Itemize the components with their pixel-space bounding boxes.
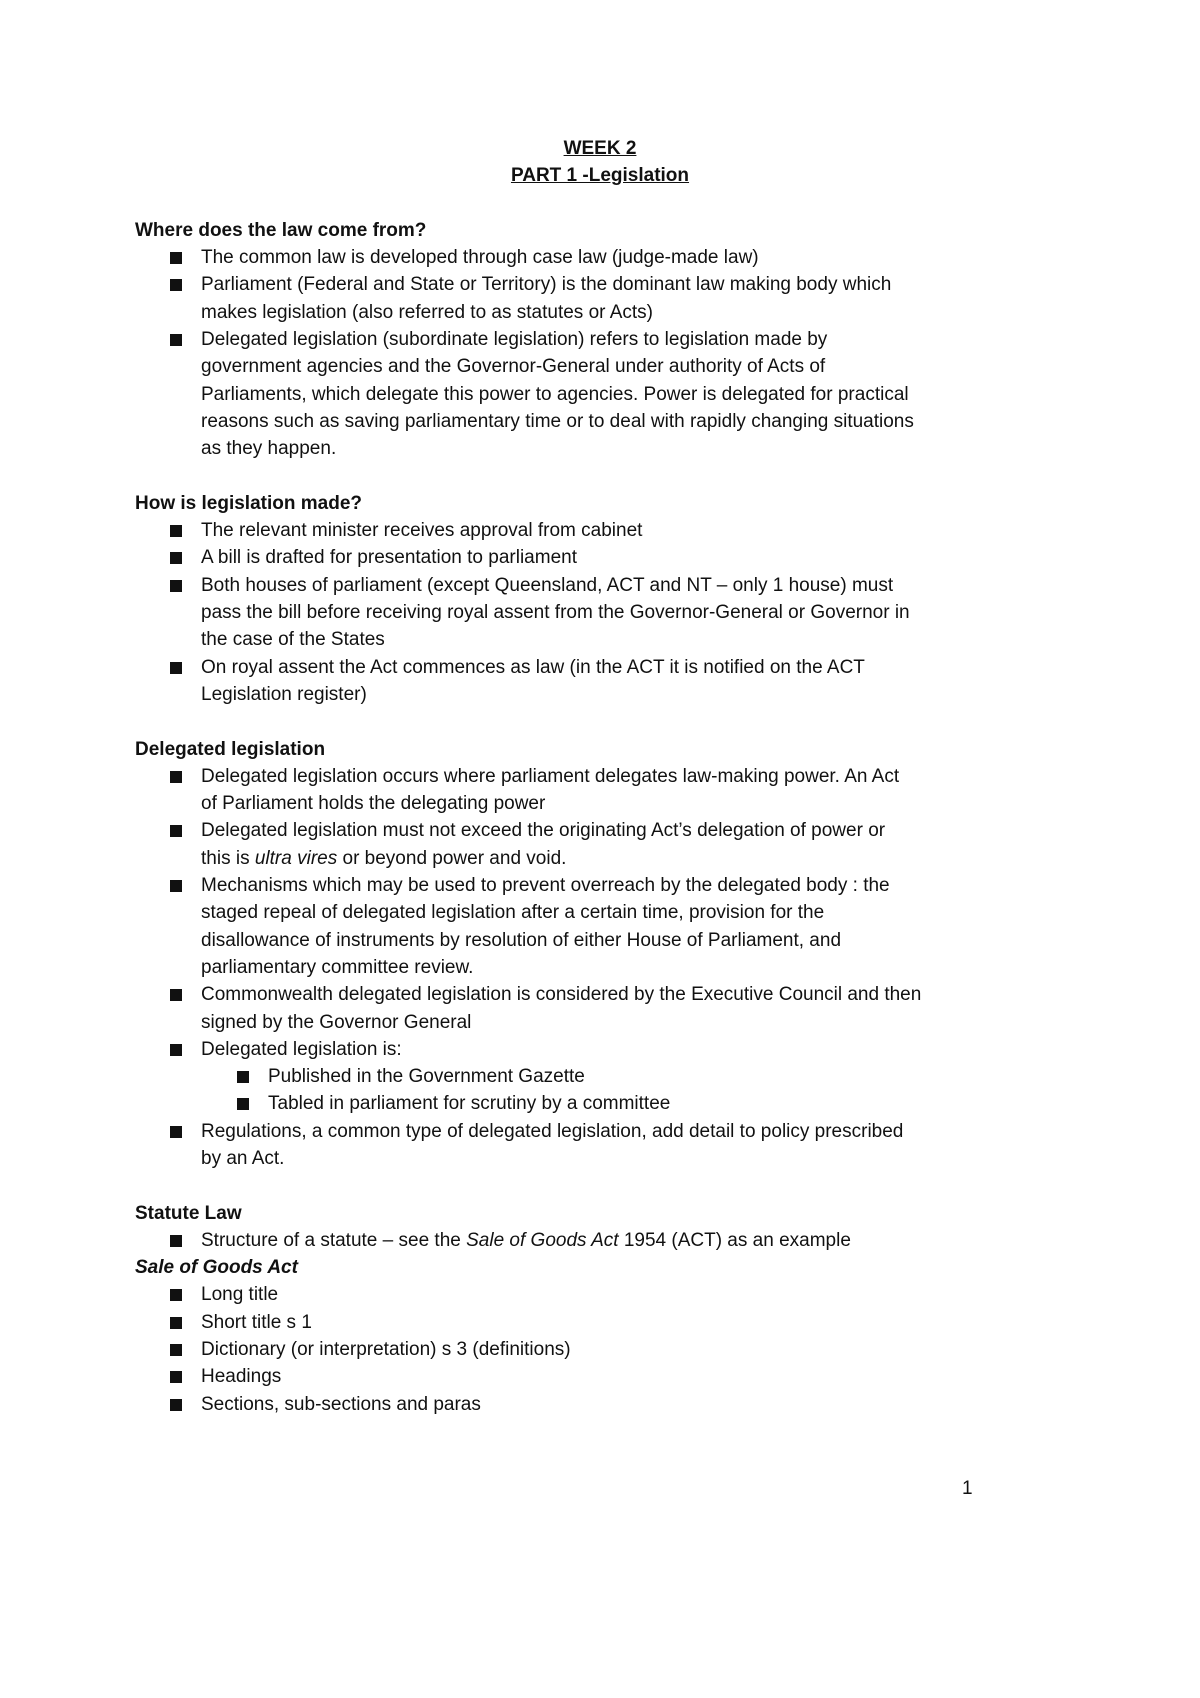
bullet-text: by an Act.	[201, 1147, 285, 1169]
square-bullet-icon	[170, 1235, 182, 1247]
bullet-item	[135, 1227, 1085, 1254]
square-bullet-icon	[170, 1044, 182, 1056]
square-bullet-icon	[170, 334, 182, 346]
bullet-text: Delegated legislation (subordinate legislation) refers to legislation made by	[201, 329, 828, 351]
bullet-continuation	[135, 626, 1085, 653]
bullet-text: or beyond power and void.	[337, 847, 567, 869]
bullet-item	[135, 1281, 1085, 1308]
square-bullet-icon	[170, 989, 182, 1001]
bullet-text: Long title	[201, 1284, 279, 1306]
bullet-text: Both houses of parliament (except Queensland, ACT and NT – only 1 house) must	[201, 574, 894, 596]
title-part	[135, 162, 1065, 189]
content	[135, 190, 1085, 1418]
italic-title: Sale of Goods Act	[466, 1229, 619, 1251]
square-bullet-icon	[170, 1344, 182, 1356]
bullet-text: reasons such as saving parliamentary time or to deal with rapidly changing situations	[201, 410, 914, 432]
bullet-continuation	[135, 927, 1085, 954]
bullet-text: The relevant minister receives approval from cabinet	[201, 520, 643, 542]
bullet-text: Short title s 1	[201, 1311, 312, 1333]
bullet-continuation	[135, 353, 1085, 380]
square-bullet-icon	[170, 880, 182, 892]
bullet-continuation	[135, 899, 1085, 926]
bullet-continuation	[135, 1145, 1085, 1172]
bullet-text: A bill is drafted for presentation to parliament	[201, 547, 577, 569]
italic-title: ultra vires	[254, 847, 338, 869]
bullet-item	[135, 1118, 1085, 1145]
bullet-text: Headings	[201, 1366, 282, 1388]
bullet-continuation	[135, 599, 1085, 626]
bullet-text: Dictionary (or interpretation) s 3 (definitions)	[201, 1339, 571, 1361]
square-bullet-icon	[170, 1289, 182, 1301]
bullet-text: staged repeal of delegated legislation after a certain time, provision for the	[201, 902, 825, 924]
bullet-continuation	[135, 845, 1085, 872]
bullet-item	[135, 271, 1085, 298]
square-bullet-icon	[170, 1371, 182, 1383]
bullet-item	[135, 981, 1085, 1008]
title-week	[135, 135, 1065, 162]
square-bullet-icon	[170, 580, 182, 592]
blank-line	[135, 463, 1085, 490]
bullet-text: 1954 (ACT) as an example	[618, 1229, 851, 1251]
bullet-continuation	[135, 954, 1085, 981]
square-bullet-icon	[237, 1071, 249, 1083]
square-bullet-icon	[170, 771, 182, 783]
document-body	[135, 135, 1085, 1418]
bullet-text: Structure of a statute – see the	[201, 1229, 467, 1251]
bullet-text: On royal assent the Act commences as law (in the ACT it is notified on the ACT	[201, 656, 865, 678]
bullet-text: signed by the Governor General	[201, 1011, 472, 1033]
bullet-continuation	[135, 1009, 1085, 1036]
bullet-continuation	[135, 381, 1085, 408]
bullet-item	[135, 1391, 1085, 1418]
title-part-text: PART 1 -Legislation	[510, 165, 690, 187]
bullet-item	[135, 544, 1085, 571]
bullet-text: Regulations, a common type of delegated legislation, add detail to policy prescribed	[201, 1120, 904, 1142]
square-bullet-icon	[170, 279, 182, 291]
bullet-text: Parliaments, which delegate this power to agencies. Power is delegated for practical	[201, 383, 909, 405]
bullet-text: the case of the States	[201, 629, 385, 651]
bullet-continuation	[135, 681, 1085, 708]
square-bullet-icon	[170, 662, 182, 674]
bullet-text: disallowance of instruments by resolution of either House of Parliament, and	[201, 929, 842, 951]
bullet-item	[135, 654, 1085, 681]
bullet-text: Tabled in parliament for scrutiny by a committee	[268, 1093, 671, 1115]
bullet-text: Mechanisms which may be used to prevent overreach by the delegated body : the	[201, 875, 890, 897]
bullet-text: Published in the Government Gazette	[268, 1066, 585, 1088]
bullet-item	[135, 1309, 1085, 1336]
square-bullet-icon	[170, 1317, 182, 1329]
bullet-text: Delegated legislation is:	[201, 1038, 402, 1060]
square-bullet-icon	[170, 1126, 182, 1138]
section-heading: How is legislation made?	[135, 492, 362, 514]
square-bullet-icon	[170, 552, 182, 564]
bullet-text: government agencies and the Governor-General under authority of Acts of	[201, 356, 826, 378]
section-heading: Statute Law	[135, 1202, 242, 1224]
bullet-item	[135, 1336, 1085, 1363]
bullet-item	[135, 763, 1085, 790]
bullet-text: The common law is developed through case law (judge-made law)	[201, 247, 759, 269]
square-bullet-icon	[170, 525, 182, 537]
bullet-text: this is	[201, 847, 255, 869]
bullet-item	[135, 517, 1085, 544]
bullet-text: makes legislation (also referred to as statutes or Acts)	[201, 301, 653, 323]
title-week-text: WEEK 2	[563, 138, 637, 159]
bullet-item	[135, 326, 1085, 353]
bullet-text: Legislation register)	[201, 683, 367, 705]
page-number: 1	[962, 1478, 973, 1499]
section-heading: Delegated legislation	[135, 738, 326, 760]
bullet-item	[135, 1063, 1085, 1090]
bullet-continuation	[135, 435, 1085, 462]
square-bullet-icon	[170, 825, 182, 837]
section-heading: Sale of Goods Act	[135, 1257, 298, 1279]
bullet-text: parliamentary committee review.	[201, 956, 474, 978]
bullet-continuation	[135, 790, 1085, 817]
bullet-item	[135, 1090, 1085, 1117]
bullet-text: Delegated legislation occurs where parliament delegates law-making power. An Act	[201, 765, 900, 787]
bullet-item	[135, 244, 1085, 271]
section-heading: Where does the law come from?	[135, 219, 427, 241]
square-bullet-icon	[237, 1098, 249, 1110]
bullet-item	[135, 872, 1085, 899]
blank-line	[135, 708, 1085, 735]
bullet-item	[135, 1363, 1085, 1390]
bullet-text: Delegated legislation must not exceed the originating Act’s delegation of power or	[201, 820, 886, 842]
bullet-text: of Parliament holds the delegating power	[201, 793, 546, 815]
blank-line	[135, 190, 1085, 217]
bullet-text: Commonwealth delegated legislation is considered by the Executive Council and then	[201, 984, 922, 1006]
bullet-continuation	[135, 299, 1085, 326]
square-bullet-icon	[170, 252, 182, 264]
bullet-text: Parliament (Federal and State or Territory) is the dominant law making body which	[201, 274, 892, 296]
bullet-item	[135, 1036, 1085, 1063]
blank-line	[135, 1172, 1085, 1199]
bullet-text: as they happen.	[201, 438, 337, 460]
bullet-text: pass the bill before receiving royal assent from the Governor-General or Governor in	[201, 602, 910, 624]
bullet-item	[135, 817, 1085, 844]
bullet-item	[135, 572, 1085, 599]
square-bullet-icon	[170, 1399, 182, 1411]
bullet-continuation	[135, 408, 1085, 435]
bullet-text: Sections, sub-sections and paras	[201, 1393, 481, 1415]
